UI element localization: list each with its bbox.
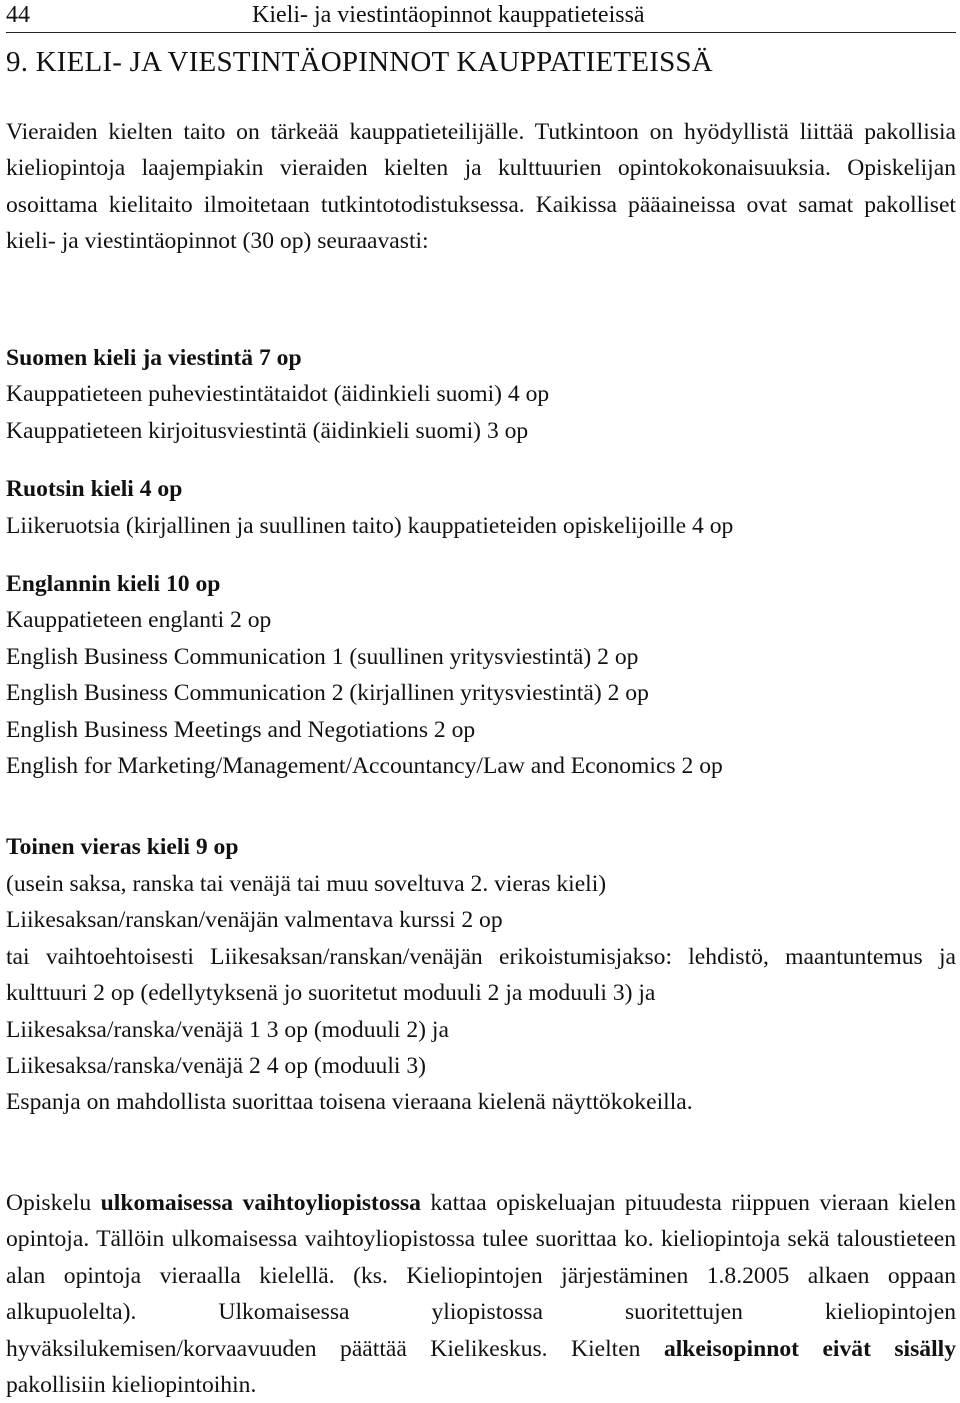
intro-paragraph: Vieraiden kielten taito on tärkeää kauppatieteilijälle. Tutkintoon on hyödyllistä liittää pakollisia kieliopintoja laajempiakin vieraiden kielten ja kulttuurien opintokokonaisuuksia. Opiskelijan osoittama kielitaito ilmoitetaan tutkintotodistuksessa. Kaikissa pääaineissa ovat samat pakolliset kieli- ja viestintäopinnot (30 op) seuraavasti: (6, 119, 956, 255)
section-heading: Suomen kieli ja viestintä 7 op (6, 345, 302, 371)
course-item: Kauppatieteen englanti 2 op (6, 607, 272, 634)
course-item: English Business Communication 1 (suullinen yritysviestintä) 2 op (6, 643, 639, 670)
closing-emphasis: ulkomaisessa vaihtoyliopistossa (100, 1190, 421, 1216)
section-english (6, 566, 956, 784)
closing-paragraph (6, 1185, 956, 1403)
course-requirements (6, 340, 956, 1143)
course-item: Liikesaksan/ranskan/venäjän valmentava kurssi 2 op (6, 907, 503, 934)
closing-emphasis: alkeisopinnot eivät sisälly (663, 1335, 956, 1362)
section-finnish (6, 340, 956, 449)
chapter-title: 9. KIELI- JA VIESTINTÄOPINNOT KAUPPATIETEISSÄ (6, 46, 713, 78)
running-header (6, 0, 956, 33)
section-heading: Englannin kieli 10 op (6, 571, 221, 598)
course-item: Kauppatieteen kirjoitusviestintä (äidinkieli suomi) 3 op (6, 417, 529, 444)
closing-text: pakollisiin kieliopintoihin. (6, 1372, 257, 1399)
course-item: Kauppatieteen puheviestintätaidot (äidinkieli suomi) 4 op (6, 381, 550, 408)
course-item: Liikeruotsia (kirjallinen ja suullinen taito) kauppatieteiden opiskelijoille 4 op (6, 512, 734, 539)
closing-text: Opiskelu (6, 1190, 101, 1216)
spanish-note: Espanja on mahdollista suorittaa toisena vieraana kielenä näyttökokeilla. (6, 1089, 693, 1116)
section-note: (usein saksa, ranska tai venäjä tai muu soveltuva 2. vieras kieli) (6, 870, 607, 897)
course-item: English Business Communication 2 (kirjallinen yritysviestintä) 2 op (6, 680, 649, 707)
page-number: 44 (6, 2, 30, 28)
course-item: Liikesaksa/ranska/venäjä 2 4 op (moduuli 3) (6, 1052, 426, 1079)
closing-text: kattaa opiskeluajan pituudesta riippuen vieraan kielen opintoja. Tällöin ulkomaisessa vaihtoyliopistossa tulee suorittaa ko. kieliopintoja sekä taloustieteen alan opintoja vieraalla kielellä. (ks. Kieliopintojen järjestäminen 1.8.2005 alkaen oppaan alkupuolelta). Ulkomaisessa yliopistossa suoritettujen kieliopintojen hyväksilukemisen/korvaavuuden päättää Kielikeskus. Kielten (6, 1190, 956, 1362)
section-second-foreign (6, 829, 956, 1120)
course-item: English for Marketing/Management/Accountancy/Law and Economics 2 op (6, 753, 723, 780)
running-title: Kieli- ja viestintäopinnot kauppatieteissä (252, 2, 645, 28)
section-heading: Ruotsin kieli 4 op (6, 476, 183, 503)
section-heading: Toinen vieras kieli 9 op (6, 834, 239, 861)
course-item: English Business Meetings and Negotiations 2 op (6, 716, 476, 743)
course-item-alternative: tai vaihtoehtoisesti Liikesaksan/ranskan/venäjän erikoistumisjakso: lehdistö, maantuntemus ja kulttuuri 2 op (edellytyksenä jo suoritetut moduuli 2 ja moduuli 3) ja (6, 943, 956, 1007)
course-item: Liikesaksa/ranska/venäjä 1 3 op (moduuli 2) ja (6, 1016, 449, 1043)
section-swedish (6, 471, 956, 544)
